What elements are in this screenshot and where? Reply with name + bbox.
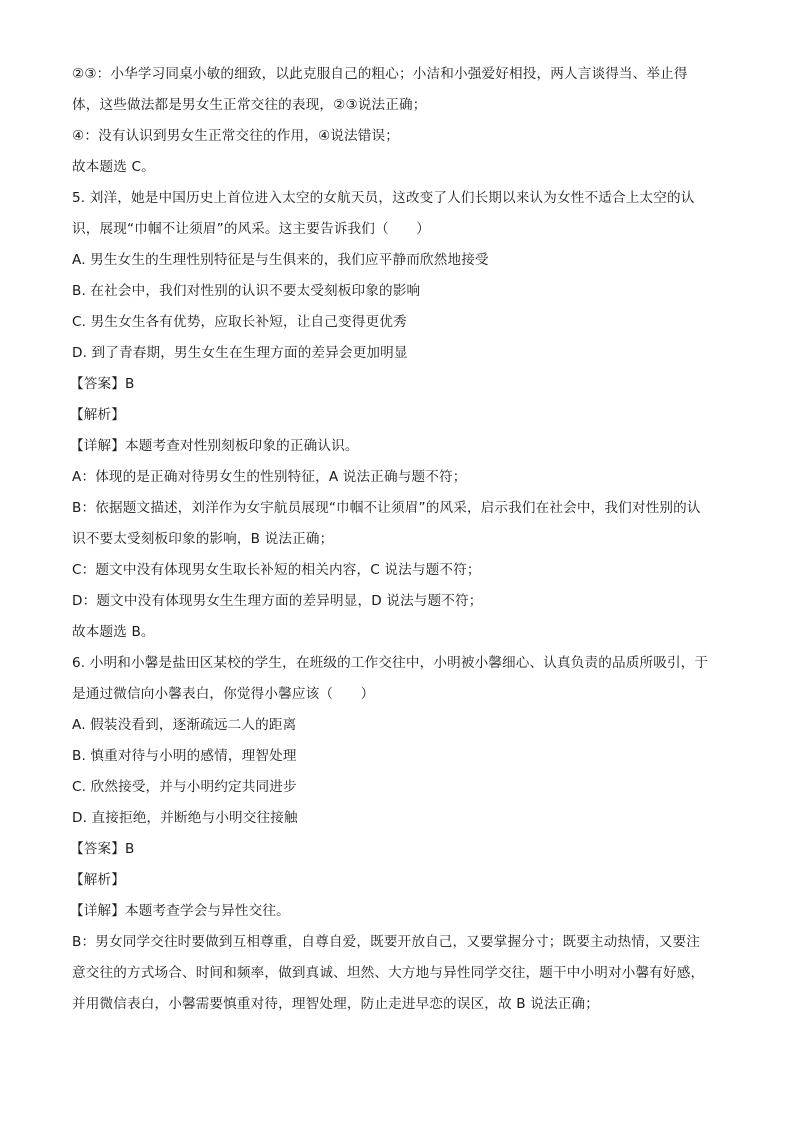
question-6-stem-line-2: 是通过微信向小馨表白，你觉得小馨应该（ ） <box>72 686 375 702</box>
question-6-explain-b-line-2: 意交往的方式场合、时间和频率，做到真诚、坦然、大方地与异性同学交往，题干中小明对小馨有好感， <box>72 965 705 981</box>
question-5-analysis-heading: 【解析】 <box>70 407 125 423</box>
question-5-explain-c: C：题文中没有体现男女生取长补短的相关内容，C 说法与题不符； <box>72 562 481 578</box>
question-5-conclusion: 故本题选 B。 <box>72 624 155 640</box>
question-5-explain-a: A：体现的是正确对待男女生的性别特征，A 说法正确与题不符； <box>72 469 467 485</box>
question-5-explain-b-line-2: 识不要太受刻板印象的影响，B 说法正确； <box>72 531 334 547</box>
question-6-explain-b-line-1: B：男女同学交往时要做到互相尊重，自尊自爱，既要开放自己，又要掌握分寸；既要主动热情，又要注 <box>72 934 700 950</box>
text-line-4: 故本题选 C。 <box>72 159 155 175</box>
question-6-explain-b-line-3: 并用微信表白，小馨需要慎重对待，理智处理，防止走进早恋的误区，故 B 说法正确； <box>72 996 599 1012</box>
text-line-1: ②③：小华学习同桌小敏的细致，以此克服自己的粗心；小洁和小强爱好相投，两人言谈得当、举止得 <box>72 66 688 82</box>
question-6-answer: 【答案】B <box>70 841 135 857</box>
question-6-option-b: B. 慎重对待与小明的感情，理智处理 <box>72 748 297 764</box>
question-5-detail: 【详解】本题考查对性别刻板印象的正确认识。 <box>70 438 359 454</box>
question-5-explain-b-line-1: B：依据题文描述，刘洋作为女宇航员展现“巾帼不让须眉”的风采，启示我们在社会中，我们对性别的认 <box>72 500 701 516</box>
question-6-option-a: A. 假装没看到，逐渐疏远二人的距离 <box>72 717 297 733</box>
question-5-option-b: B. 在社会中，我们对性别的认识不要太受刻板印象的影响 <box>72 283 421 299</box>
question-5-option-d: D. 到了青春期，男生女生在生理方面的差异会更加明显 <box>72 345 408 361</box>
question-5-answer: 【答案】B <box>70 376 135 392</box>
question-6-option-d: D. 直接拒绝，并断绝与小明交往接触 <box>72 810 298 826</box>
question-6-stem-line-1: 6. 小明和小馨是盐田区某校的学生，在班级的工作交往中，小明被小馨细心、认真负责的品质所吸引，于 <box>72 655 709 671</box>
question-5-explain-d: D：题文中没有体现男女生生理方面的差异明显，D 说法与题不符； <box>72 593 483 609</box>
text-line-3: ④：没有认识到男女生正常交往的作用，④说法错误； <box>72 128 400 144</box>
question-5-stem-line-2: 识，展现“巾帼不让须眉”的风采。这主要告诉我们（ ） <box>72 221 430 237</box>
question-6-analysis-heading: 【解析】 <box>70 872 125 888</box>
question-6-option-c: C. 欣然接受，并与小明约定共同进步 <box>72 779 297 795</box>
question-5-option-c: C. 男生女生各有优势，应取长补短，让自己变得更优秀 <box>72 314 407 330</box>
question-6-detail: 【详解】本题考查学会与异性交往。 <box>70 903 290 919</box>
text-line-2: 体，这些做法都是男女生正常交往的表现，②③说法正确； <box>72 97 427 113</box>
question-5-option-a: A. 男生女生的生理性别特征是与生俱来的，我们应平静而欣然地接受 <box>72 252 489 268</box>
question-5-stem-line-1: 5. 刘洋，她是中国历史上首位进入太空的女航天员，这改变了人们长期以来认为女性不适合上太空的认 <box>72 190 695 206</box>
